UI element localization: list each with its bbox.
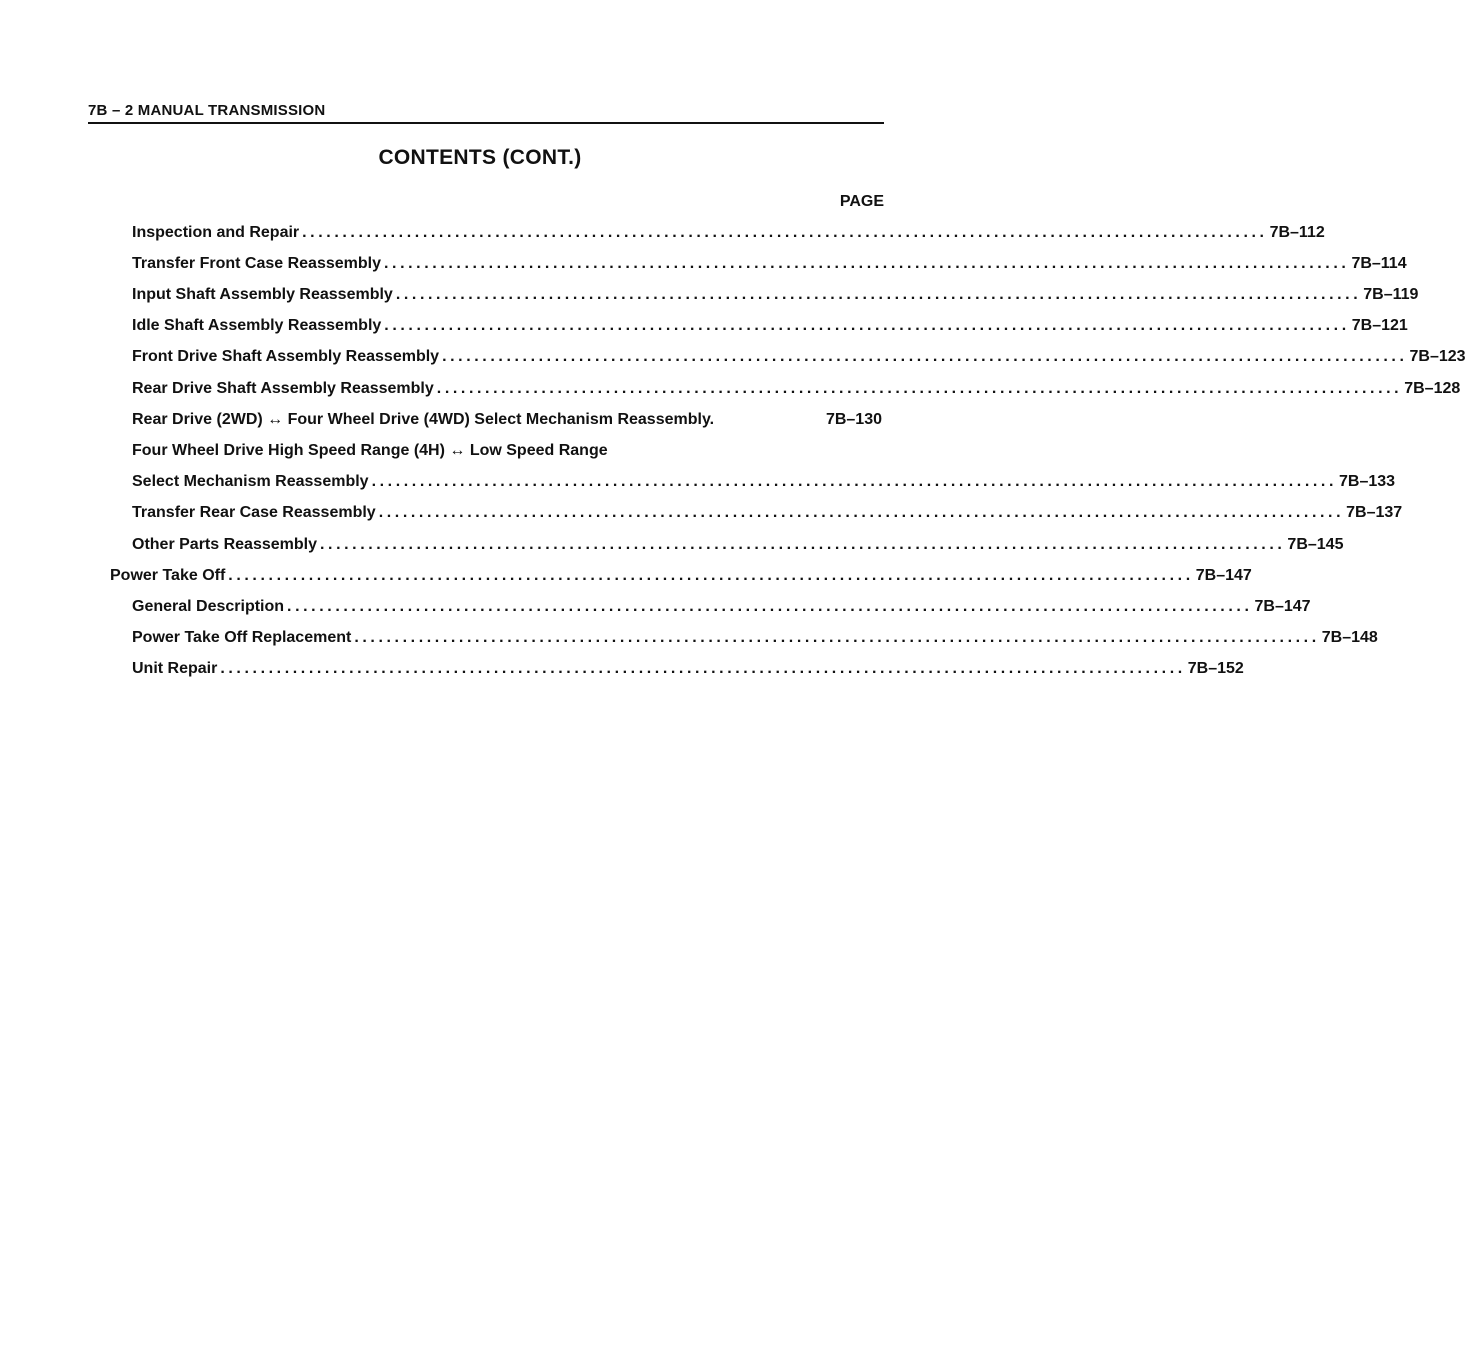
toc-entry-label: General Description xyxy=(132,597,285,615)
page-header-text: 7B – 2 MANUAL TRANSMISSION xyxy=(88,102,326,119)
toc-entry-page: 7B–152 xyxy=(1187,660,1244,678)
toc-entry-label: Rear Drive Shaft Assembly Reassembly xyxy=(132,379,434,397)
toc-dot-leader: ........................................................................................................................ xyxy=(371,473,1337,491)
toc-entry xyxy=(132,529,1344,560)
toc-entry-label: Four Wheel Drive High Speed Range (4H) ↔ Low Speed Range xyxy=(132,441,608,459)
toc-entry xyxy=(132,342,1466,373)
toc-entry-page: 7B–119 xyxy=(1363,285,1419,303)
toc-entry-label: Transfer Rear Case Reassembly xyxy=(132,504,376,522)
toc-entry-page: 7B–145 xyxy=(1287,535,1344,553)
toc-entry-page: 7B–112 xyxy=(1269,223,1325,241)
toc-entry-label: Inspection and Repair xyxy=(132,223,300,241)
toc-entry xyxy=(132,467,1396,498)
toc-entry xyxy=(132,498,1403,529)
toc-entry xyxy=(132,248,1407,279)
toc-entry xyxy=(132,654,1244,685)
toc-entry-label: Power Take Off Replacement xyxy=(132,629,352,647)
toc-entry-label: Select Mechanism Reassembly xyxy=(132,473,369,491)
toc-entry-page: 7B–147 xyxy=(1254,597,1311,615)
toc-entry xyxy=(110,560,1252,591)
toc-entry-page: 7B–147 xyxy=(1195,566,1252,584)
toc-dot-leader: ........................................................................................................................ xyxy=(384,317,1350,335)
toc-entry xyxy=(132,623,1378,654)
page-header xyxy=(88,100,884,124)
toc-entry-page: 7B–148 xyxy=(1321,629,1378,647)
toc-entry-label: Other Parts Reassembly xyxy=(132,535,317,553)
page-column-label: PAGE xyxy=(839,193,884,210)
toc-entry-page: 7B–137 xyxy=(1346,504,1403,522)
toc-entry-label: Power Take Off xyxy=(110,566,226,584)
toc-entry xyxy=(132,217,1325,248)
toc-entry-page: 7B–128 xyxy=(1404,379,1461,397)
toc-dot-leader: ........................................................................................................................ xyxy=(378,504,1345,522)
contents-title: CONTENTS (CONT.) xyxy=(378,146,582,169)
toc-entry-page: 7B–123 xyxy=(1409,348,1466,366)
toc-dot-leader: ........................................................................................................................ xyxy=(395,285,1362,303)
toc-dot-leader: ........................................................................................................................ xyxy=(384,254,1350,272)
toc-dot-leader: ........................................................................................................................ xyxy=(287,597,1253,615)
toc-entry-page: 7B–114 xyxy=(1351,254,1407,272)
toc-entry-page: 7B–121 xyxy=(1351,317,1408,335)
toc-dot-leader: ........................................................................................................................ xyxy=(436,379,1403,397)
toc-entry xyxy=(132,373,1461,404)
toc-entry-label: Front Drive Shaft Assembly Reassembly xyxy=(132,348,440,366)
toc-dot-leader: ........................................................................................................................ xyxy=(442,348,1408,366)
toc-dot-leader: ........................................................................................................................ xyxy=(220,660,1186,678)
toc-entry-page: 7B–133 xyxy=(1339,473,1396,491)
toc-dot-leader: ........................................................................................................................ xyxy=(228,566,1194,584)
toc-entry-page: 7B–130 xyxy=(825,410,882,428)
toc-dot-leader: ........................................................................................................................ xyxy=(302,223,1268,241)
toc-entry xyxy=(132,591,1311,622)
toc-entry-label: Idle Shaft Assembly Reassembly xyxy=(132,317,382,335)
toc-dot-leader: ........................................................................................................................ xyxy=(354,629,1320,647)
toc-entry xyxy=(132,279,1419,310)
toc-entry xyxy=(132,435,882,466)
toc-entry-label: Transfer Front Case Reassembly xyxy=(132,254,381,272)
toc-dot-leader: ........................................................................................................................ xyxy=(319,535,1286,553)
toc-entry-label: Input Shaft Assembly Reassembly xyxy=(132,285,393,303)
toc-entry-label: Unit Repair xyxy=(132,660,218,678)
toc-entry xyxy=(132,404,882,435)
toc-entry-label: Rear Drive (2WD) ↔ Four Wheel Drive (4WD) Select Mechanism Reassembly. xyxy=(132,410,715,428)
toc-entry xyxy=(132,311,1408,342)
